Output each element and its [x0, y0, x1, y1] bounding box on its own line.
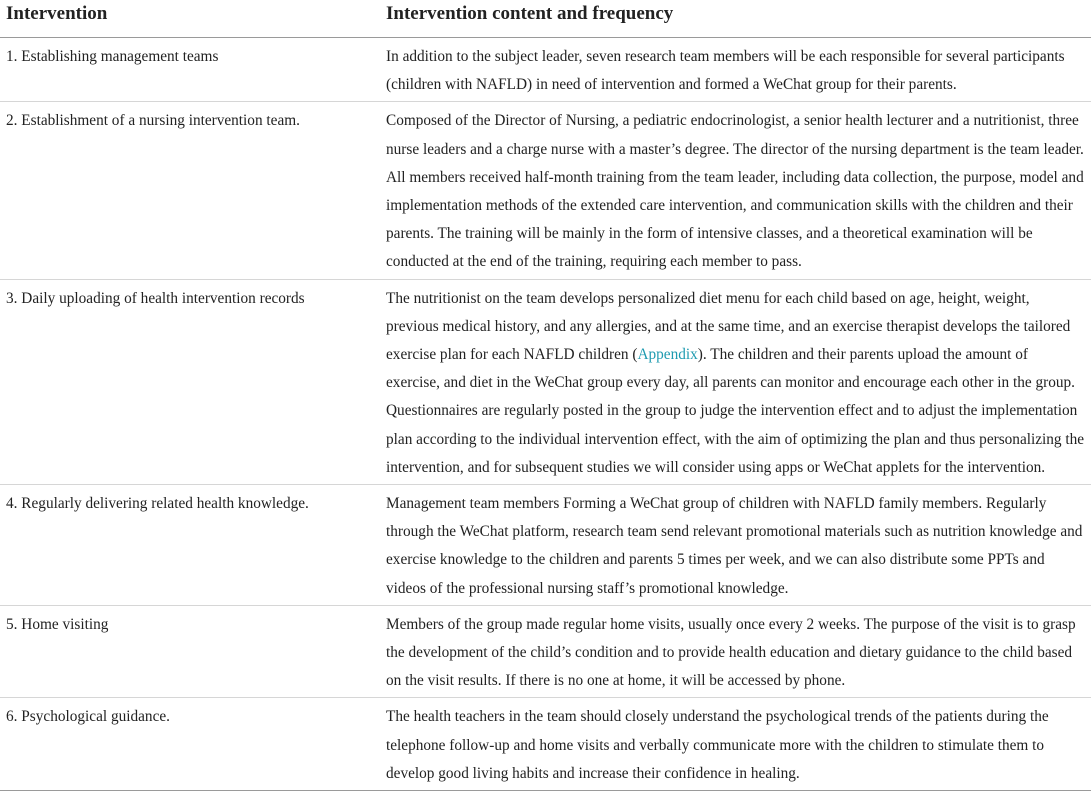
content-cell: Composed of the Director of Nursing, a pediatric endocrinologist, a senior health lecturer and a nutritionist, three nurse leaders and a charge nurse with a master’s degree. The director of the nursing department is the team leader. All members received half-month training from the team leader, including data collection, the purpose, model and implementation methods of the extended care intervention, and communication skills with the children and their parents. The training will be mainly in the form of intensive classes, and a theoretical examination will be conducted at the end of the training, requiring each member to pass. — [384, 102, 1091, 279]
intervention-cell: 5. Home visiting — [0, 605, 384, 698]
table-row — [0, 38, 1091, 102]
table-row — [0, 698, 1091, 791]
table-row — [0, 279, 1091, 484]
content-text-after-link: ). The children and their parents upload the amount of exercise, and diet in the WeChat group every day, all parents can monitor and encourage each other in the group. Questionnaires are regularly posted in the group to judge the intervention effect and to adjust the implementation plan according to the individual intervention effect, with the aim of optimizing the plan and thus personalizing the intervention, and for subsequent studies we will consider using apps or WeChat applets for the intervention. — [386, 346, 1085, 476]
intervention-cell: 2. Establishment of a nursing intervention team. — [0, 102, 384, 279]
header-content-frequency: Intervention content and frequency — [384, 0, 1091, 38]
header-intervention: Intervention — [0, 0, 384, 38]
content-text-before-link: The nutritionist on the team develops personalized diet menu for each child based on age, height, weight, previous medical history, and any allergies, and at the same time, and an exercise therapist develops the tailored exercise plan for each NAFLD children ( — [386, 289, 1071, 364]
content-cell: Management team members Forming a WeChat group of children with NAFLD family members. Regularly through the WeChat platform, research team send relevant promotional materials such as nutrition knowledge and exercise knowledge to the children and parents 5 times per week, and we can also distribute some PPTs and videos of the professional nursing staff’s promotional knowledge. — [384, 485, 1091, 606]
table-row — [0, 605, 1091, 698]
table-row — [0, 102, 1091, 279]
content-cell — [384, 279, 1091, 484]
content-cell: Members of the group made regular home visits, usually once every 2 weeks. The purpose of the visit is to grasp the development of the child’s condition and to provide health education and dietary guidance to the child based on the visit results. If there is no one at home, it will be accessed by phone. — [384, 605, 1091, 698]
intervention-cell: 3. Daily uploading of health intervention records — [0, 279, 384, 484]
intervention-cell: 6. Psychological guidance. — [0, 698, 384, 791]
table-row — [0, 485, 1091, 606]
content-cell: In addition to the subject leader, seven research team members will be each responsible for several participants (children with NAFLD) in need of intervention and formed a WeChat group for their parents. — [384, 38, 1091, 102]
intervention-cell: 4. Regularly delivering related health knowledge. — [0, 485, 384, 606]
content-cell: The health teachers in the team should closely understand the psychological trends of the patients during the telephone follow-up and home visits and verbally communicate more with the children to stimulate them to develop good living habits and increase their confidence in healing. — [384, 698, 1091, 791]
intervention-cell: 1. Establishing management teams — [0, 38, 384, 102]
appendix-link[interactable]: Appendix — [637, 346, 698, 364]
table-header-row — [0, 0, 1091, 38]
